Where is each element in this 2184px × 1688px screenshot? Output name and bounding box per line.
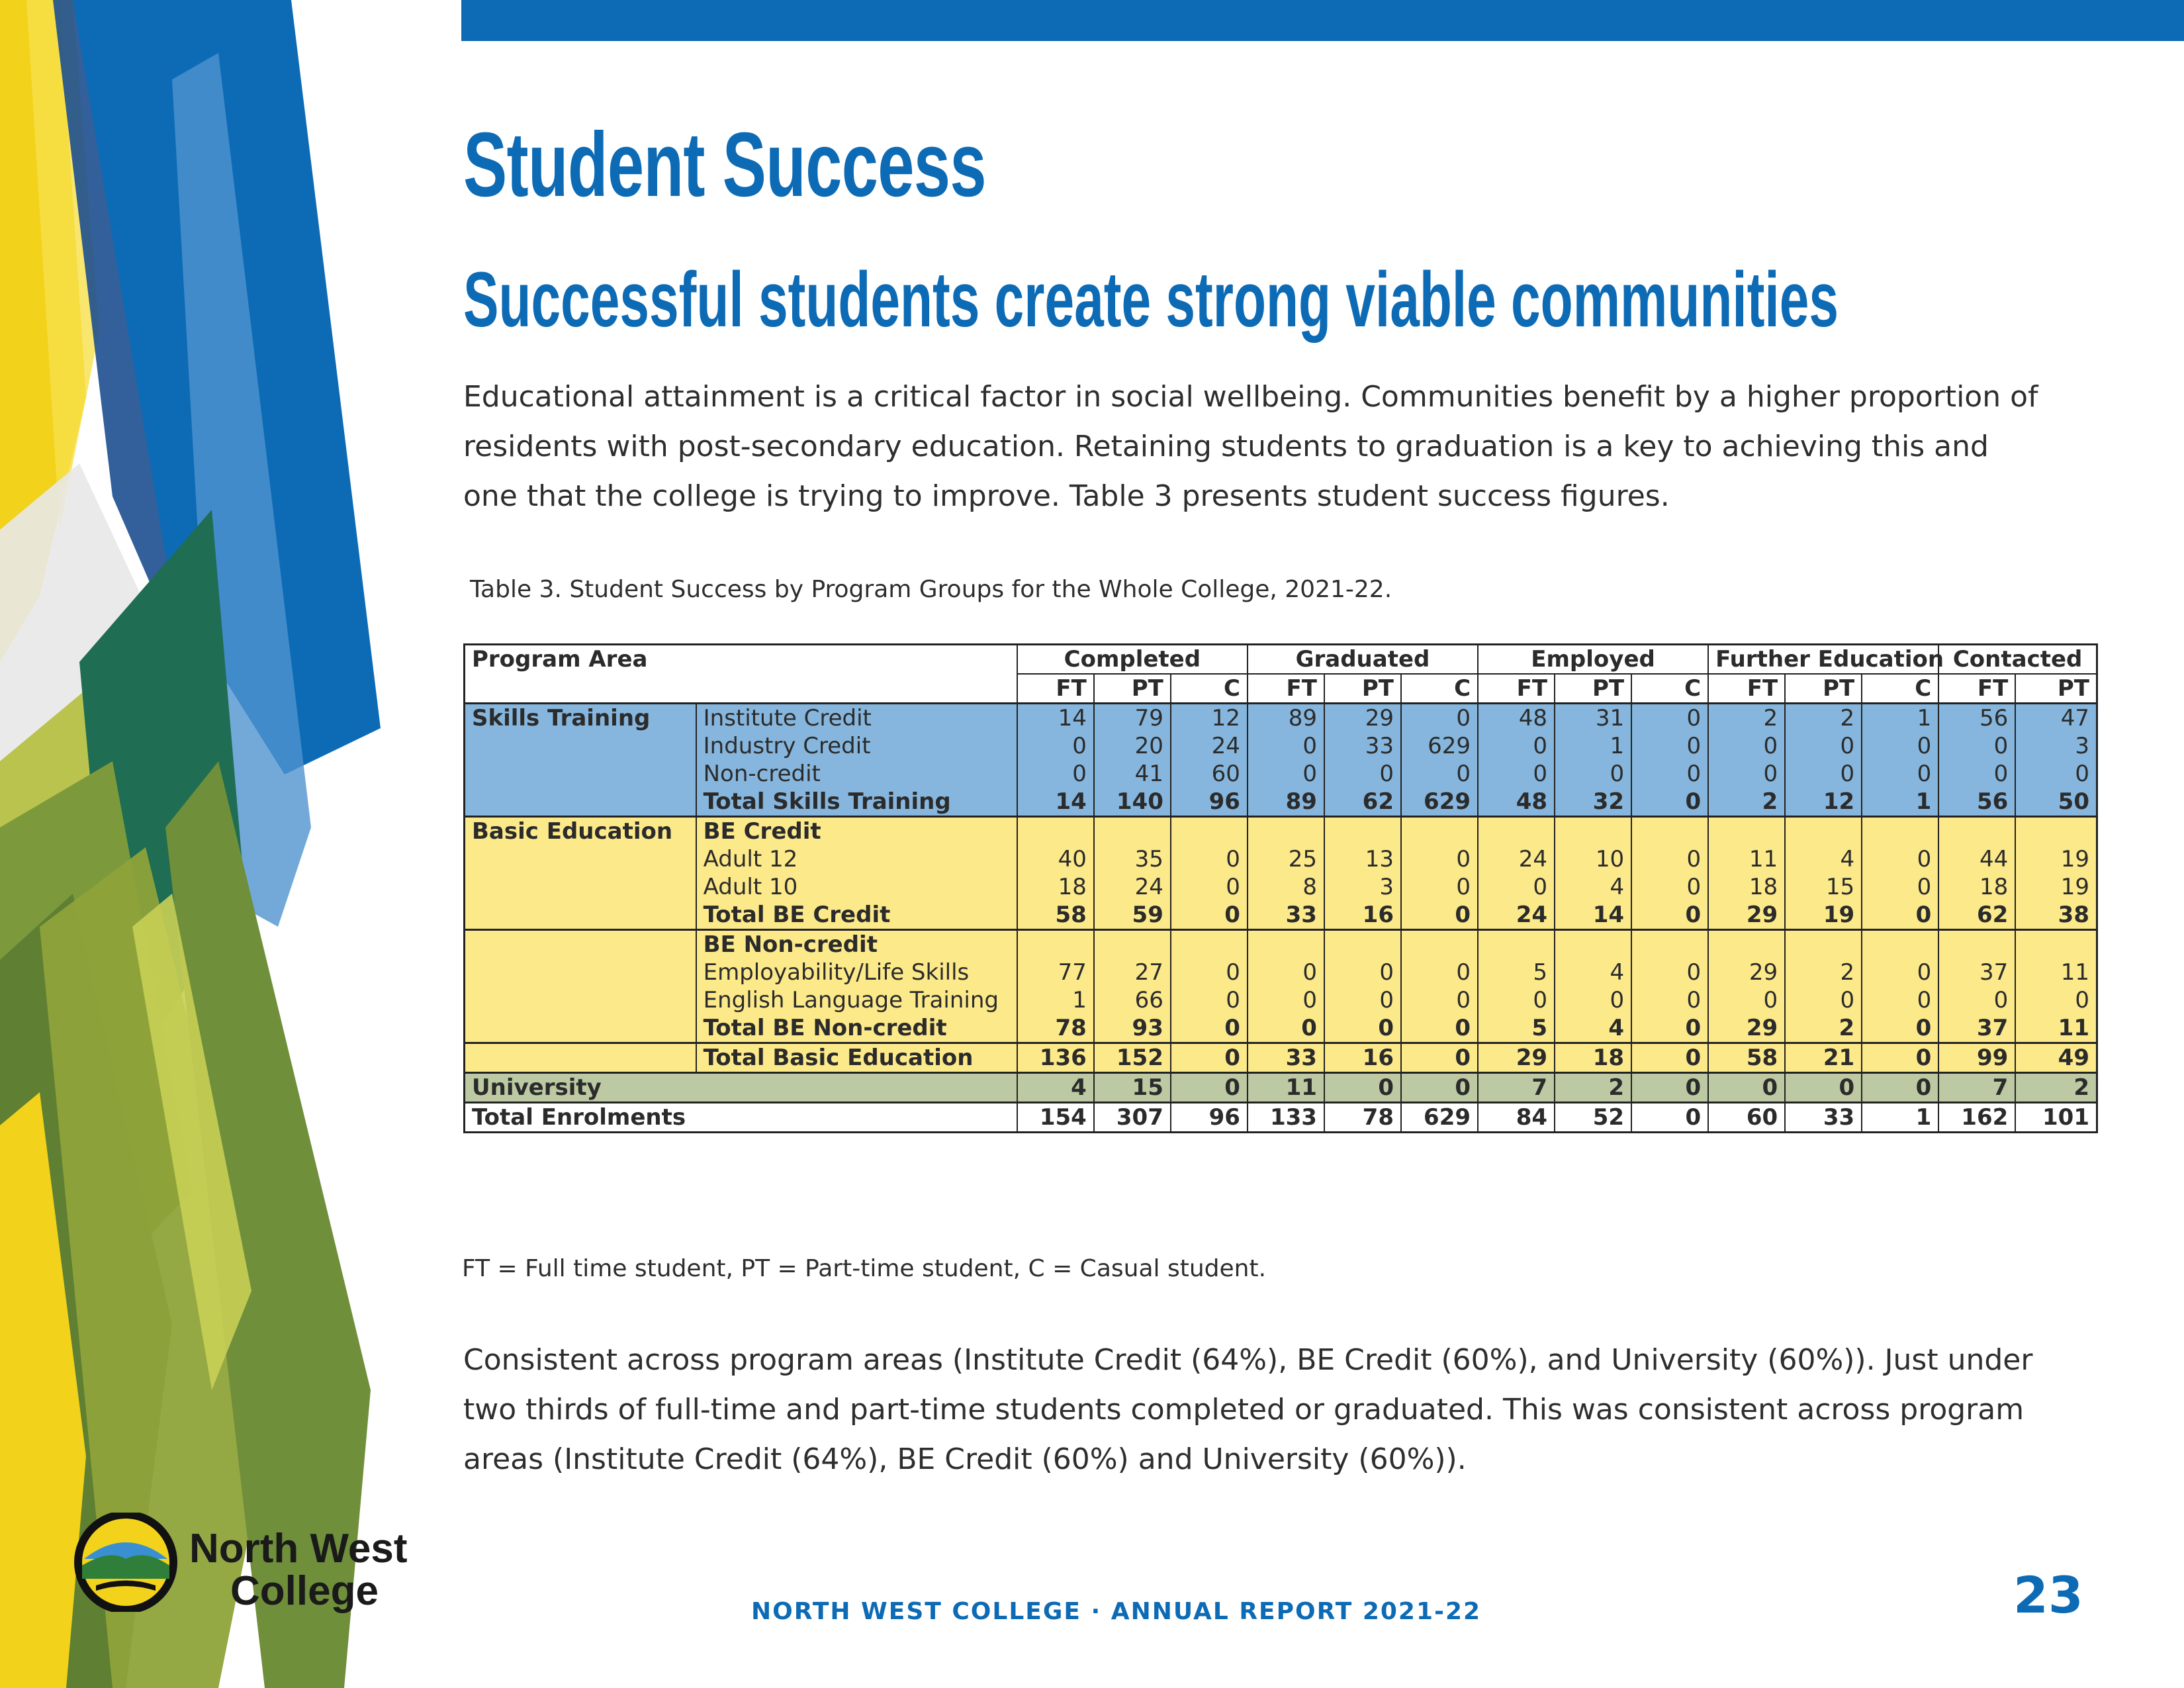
value-cell: 93: [1094, 1014, 1171, 1043]
value-cell: 56: [1938, 788, 2015, 817]
program-area-header: Program Area: [465, 645, 1017, 704]
value-cell: 1: [1862, 1103, 1938, 1133]
value-cell: 32: [1555, 788, 1631, 817]
value-cell: 4: [1555, 873, 1631, 901]
value-cell: 629: [1401, 788, 1478, 817]
subheader-cell: PT: [1555, 674, 1631, 704]
table-row: [465, 1014, 2097, 1043]
table-row: [465, 1103, 2097, 1133]
empty-cell: [1094, 930, 1171, 959]
value-cell: 0: [1324, 959, 1401, 986]
value-cell: 0: [1171, 845, 1248, 873]
subheader-cell: FT: [1938, 674, 2015, 704]
value-cell: 0: [1248, 760, 1324, 788]
empty-cell: [1862, 930, 1938, 959]
value-cell: 0: [1324, 1073, 1401, 1103]
empty-cell: [1401, 817, 1478, 846]
table-row: [465, 704, 2097, 733]
empty-cell: [1017, 817, 1094, 846]
footer-text: NORTH WEST COLLEGE · ANNUAL REPORT 2021-22: [751, 1598, 1482, 1625]
value-cell: 0: [1785, 986, 1862, 1014]
value-cell: 50: [2015, 788, 2097, 817]
value-cell: 0: [1631, 986, 1708, 1014]
value-cell: 19: [1785, 901, 1862, 930]
value-cell: 38: [2015, 901, 2097, 930]
value-cell: 96: [1171, 788, 1248, 817]
empty-cell: [1248, 930, 1324, 959]
subheader-cell: FT: [1478, 674, 1555, 704]
value-cell: 18: [1555, 1043, 1631, 1073]
empty-cell: [1631, 817, 1708, 846]
value-cell: 27: [1094, 959, 1171, 986]
row-label: English Language Training: [696, 986, 1017, 1014]
value-cell: 16: [1324, 901, 1401, 930]
table-row: [465, 732, 2097, 760]
page-number: 23: [2013, 1566, 2083, 1624]
subheader-cell: FT: [1708, 674, 1785, 704]
value-cell: 62: [1324, 788, 1401, 817]
value-cell: 0: [1248, 732, 1324, 760]
value-cell: 99: [1938, 1043, 2015, 1073]
value-cell: 0: [1631, 873, 1708, 901]
value-cell: 0: [1555, 760, 1631, 788]
value-cell: 84: [1478, 1103, 1555, 1133]
row-label: Total Enrolments: [465, 1103, 1017, 1133]
value-cell: 14: [1017, 788, 1094, 817]
value-cell: 29: [1708, 959, 1785, 986]
subheader-cell: PT: [1324, 674, 1401, 704]
table-row: [465, 760, 2097, 788]
row-group-label: [465, 1043, 696, 1073]
value-cell: 0: [1171, 1043, 1248, 1073]
value-cell: 79: [1094, 704, 1171, 733]
group-header: Further Education: [1708, 645, 1938, 675]
value-cell: 0: [1631, 1103, 1708, 1133]
subheader-cell: PT: [1785, 674, 1862, 704]
value-cell: 14: [1555, 901, 1631, 930]
value-cell: 1: [1017, 986, 1094, 1014]
row-label: Adult 10: [696, 873, 1017, 901]
value-cell: 0: [1631, 901, 1708, 930]
value-cell: 8: [1248, 873, 1324, 901]
value-cell: 0: [1862, 845, 1938, 873]
value-cell: 0: [1631, 1014, 1708, 1043]
value-cell: 24: [1478, 901, 1555, 930]
value-cell: 59: [1094, 901, 1171, 930]
value-cell: 11: [2015, 1014, 2097, 1043]
value-cell: 40: [1017, 845, 1094, 873]
value-cell: 58: [1708, 1043, 1785, 1073]
empty-cell: [1938, 930, 2015, 959]
empty-cell: [1401, 930, 1478, 959]
row-label: Non-credit: [696, 760, 1017, 788]
value-cell: 0: [1017, 760, 1094, 788]
value-cell: 0: [1401, 1073, 1478, 1103]
value-cell: 2: [1708, 788, 1785, 817]
empty-cell: [1324, 930, 1401, 959]
table-row: [465, 817, 2097, 846]
row-label: Total Skills Training: [696, 788, 1017, 817]
row-group-label: [465, 760, 696, 788]
value-cell: 0: [1631, 1073, 1708, 1103]
value-cell: 0: [1478, 873, 1555, 901]
value-cell: 5: [1478, 1014, 1555, 1043]
value-cell: 66: [1094, 986, 1171, 1014]
value-cell: 629: [1401, 1103, 1478, 1133]
value-cell: 0: [1862, 986, 1938, 1014]
value-cell: 24: [1478, 845, 1555, 873]
row-label: BE Non-credit: [696, 930, 1017, 959]
value-cell: 2: [2015, 1073, 2097, 1103]
row-label: Industry Credit: [696, 732, 1017, 760]
row-group-label: [465, 732, 696, 760]
empty-cell: [1171, 930, 1248, 959]
empty-cell: [1555, 817, 1631, 846]
value-cell: 0: [1171, 986, 1248, 1014]
table-row: [465, 901, 2097, 930]
value-cell: 60: [1708, 1103, 1785, 1133]
table-row: [465, 845, 2097, 873]
value-cell: 0: [1862, 901, 1938, 930]
value-cell: 33: [1785, 1103, 1862, 1133]
page-title: Student Success: [463, 114, 986, 216]
group-header: Employed: [1478, 645, 1708, 675]
value-cell: 0: [1478, 760, 1555, 788]
value-cell: 18: [1708, 873, 1785, 901]
value-cell: 0: [1478, 732, 1555, 760]
table-row: [465, 959, 2097, 986]
value-cell: 0: [1401, 704, 1478, 733]
student-success-table: [463, 643, 2098, 1133]
value-cell: 11: [1248, 1073, 1324, 1103]
value-cell: 48: [1478, 704, 1555, 733]
value-cell: 0: [1938, 732, 2015, 760]
value-cell: 37: [1938, 959, 2015, 986]
row-group-label: [465, 901, 696, 930]
value-cell: 0: [1862, 873, 1938, 901]
value-cell: 0: [1171, 1014, 1248, 1043]
empty-cell: [2015, 930, 2097, 959]
value-cell: 25: [1248, 845, 1324, 873]
value-cell: 0: [1171, 1073, 1248, 1103]
value-cell: 0: [1862, 1043, 1938, 1073]
value-cell: 0: [1324, 986, 1401, 1014]
value-cell: 2: [1785, 1014, 1862, 1043]
value-cell: 0: [1401, 1014, 1478, 1043]
empty-cell: [1708, 930, 1785, 959]
row-label: Institute Credit: [696, 704, 1017, 733]
row-group-label: [465, 1014, 696, 1043]
row-label: Total BE Credit: [696, 901, 1017, 930]
empty-cell: [1631, 930, 1708, 959]
value-cell: 33: [1248, 1043, 1324, 1073]
empty-cell: [1478, 817, 1555, 846]
table-row: [465, 1043, 2097, 1073]
value-cell: 0: [1401, 1043, 1478, 1073]
value-cell: 2: [1785, 959, 1862, 986]
page-subtitle: Successful students create strong viable communities: [463, 256, 1839, 344]
value-cell: 0: [1631, 1043, 1708, 1073]
value-cell: 0: [1631, 704, 1708, 733]
value-cell: 133: [1248, 1103, 1324, 1133]
value-cell: 12: [1171, 704, 1248, 733]
subheader-cell: C: [1401, 674, 1478, 704]
value-cell: 78: [1324, 1103, 1401, 1133]
value-cell: 62: [1938, 901, 2015, 930]
value-cell: 2: [1785, 704, 1862, 733]
value-cell: 0: [1862, 1014, 1938, 1043]
value-cell: 0: [1938, 986, 2015, 1014]
value-cell: 7: [1938, 1073, 2015, 1103]
value-cell: 0: [1862, 732, 1938, 760]
table-header-row: [465, 645, 2097, 675]
value-cell: 0: [1401, 873, 1478, 901]
logo-line-2: College: [230, 1568, 379, 1614]
value-cell: 0: [1862, 760, 1938, 788]
logo-line-1: North West: [189, 1526, 408, 1571]
empty-cell: [1324, 817, 1401, 846]
value-cell: 0: [1631, 732, 1708, 760]
empty-cell: [1171, 817, 1248, 846]
table-caption: Table 3. Student Success by Program Groups for the Whole College, 2021-22.: [470, 576, 1392, 603]
value-cell: 0: [1631, 788, 1708, 817]
value-cell: 0: [1248, 986, 1324, 1014]
value-cell: 16: [1324, 1043, 1401, 1073]
value-cell: 21: [1785, 1043, 1862, 1073]
table-row: [465, 986, 2097, 1014]
value-cell: 0: [1171, 959, 1248, 986]
value-cell: 29: [1708, 1014, 1785, 1043]
value-cell: 77: [1017, 959, 1094, 986]
top-accent-bar: [461, 0, 2184, 41]
value-cell: 29: [1708, 901, 1785, 930]
value-cell: 37: [1938, 1014, 2015, 1043]
value-cell: 0: [2015, 760, 2097, 788]
value-cell: 2: [1708, 704, 1785, 733]
value-cell: 60: [1171, 760, 1248, 788]
value-cell: 20: [1094, 732, 1171, 760]
row-label: Total Basic Education: [696, 1043, 1017, 1073]
table-row: [465, 873, 2097, 901]
value-cell: 44: [1938, 845, 2015, 873]
value-cell: 18: [1017, 873, 1094, 901]
table-row: [465, 788, 2097, 817]
value-cell: 48: [1478, 788, 1555, 817]
college-logo-text: [189, 1528, 408, 1613]
row-group-label: Skills Training: [465, 704, 696, 733]
empty-cell: [1478, 930, 1555, 959]
value-cell: 11: [2015, 959, 2097, 986]
row-group-label: [465, 986, 696, 1014]
subheader-cell: PT: [2015, 674, 2097, 704]
value-cell: 56: [1938, 704, 2015, 733]
value-cell: 136: [1017, 1043, 1094, 1073]
value-cell: 4: [1785, 845, 1862, 873]
value-cell: 0: [1631, 845, 1708, 873]
value-cell: 12: [1785, 788, 1862, 817]
row-group-label: [465, 845, 696, 873]
value-cell: 629: [1401, 732, 1478, 760]
value-cell: 0: [1017, 732, 1094, 760]
value-cell: 0: [1631, 760, 1708, 788]
value-cell: 7: [1478, 1073, 1555, 1103]
value-cell: 58: [1017, 901, 1094, 930]
value-cell: 0: [1708, 732, 1785, 760]
group-header: Contacted: [1938, 645, 2097, 675]
value-cell: 31: [1555, 704, 1631, 733]
value-cell: 0: [1248, 959, 1324, 986]
value-cell: 0: [1862, 959, 1938, 986]
value-cell: 0: [1401, 845, 1478, 873]
value-cell: 18: [1938, 873, 2015, 901]
value-cell: 15: [1094, 1073, 1171, 1103]
table-row: [465, 930, 2097, 959]
empty-cell: [1094, 817, 1171, 846]
value-cell: 0: [1938, 760, 2015, 788]
value-cell: 24: [1094, 873, 1171, 901]
empty-cell: [1248, 817, 1324, 846]
value-cell: 0: [1324, 1014, 1401, 1043]
row-label: University: [465, 1073, 1017, 1103]
value-cell: 0: [1171, 901, 1248, 930]
value-cell: 15: [1785, 873, 1862, 901]
decorative-side-banner: [0, 0, 397, 1688]
value-cell: 11: [1708, 845, 1785, 873]
value-cell: 0: [1785, 1073, 1862, 1103]
value-cell: 3: [1324, 873, 1401, 901]
value-cell: 10: [1555, 845, 1631, 873]
row-group-label: [465, 959, 696, 986]
value-cell: 0: [1248, 1014, 1324, 1043]
value-cell: 140: [1094, 788, 1171, 817]
value-cell: 41: [1094, 760, 1171, 788]
value-cell: 19: [2015, 845, 2097, 873]
value-cell: 47: [2015, 704, 2097, 733]
row-group-label: [465, 788, 696, 817]
value-cell: 19: [2015, 873, 2097, 901]
row-group-label: Basic Education: [465, 817, 696, 846]
empty-cell: [2015, 817, 2097, 846]
group-header: Graduated: [1248, 645, 1478, 675]
subheader-cell: C: [1631, 674, 1708, 704]
value-cell: 0: [1401, 986, 1478, 1014]
empty-cell: [1938, 817, 2015, 846]
value-cell: 2: [1555, 1073, 1631, 1103]
row-label: Total BE Non-credit: [696, 1014, 1017, 1043]
subheader-cell: PT: [1094, 674, 1171, 704]
value-cell: 4: [1555, 959, 1631, 986]
row-group-label: [465, 873, 696, 901]
value-cell: 33: [1248, 901, 1324, 930]
value-cell: 0: [1324, 760, 1401, 788]
value-cell: 1: [1862, 704, 1938, 733]
subheader-cell: FT: [1017, 674, 1094, 704]
value-cell: 0: [1708, 1073, 1785, 1103]
value-cell: 0: [1708, 760, 1785, 788]
value-cell: 0: [1401, 901, 1478, 930]
value-cell: 96: [1171, 1103, 1248, 1133]
empty-cell: [1785, 930, 1862, 959]
value-cell: 4: [1017, 1073, 1094, 1103]
value-cell: 154: [1017, 1103, 1094, 1133]
value-cell: 152: [1094, 1043, 1171, 1073]
value-cell: 33: [1324, 732, 1401, 760]
table-row: [465, 1073, 2097, 1103]
value-cell: 0: [1631, 959, 1708, 986]
empty-cell: [1785, 817, 1862, 846]
value-cell: 29: [1324, 704, 1401, 733]
subheader-cell: C: [1171, 674, 1248, 704]
value-cell: 101: [2015, 1103, 2097, 1133]
value-cell: 5: [1478, 959, 1555, 986]
value-cell: 13: [1324, 845, 1401, 873]
value-cell: 78: [1017, 1014, 1094, 1043]
value-cell: 14: [1017, 704, 1094, 733]
value-cell: 0: [1555, 986, 1631, 1014]
value-cell: 0: [1171, 873, 1248, 901]
empty-cell: [1862, 817, 1938, 846]
value-cell: 162: [1938, 1103, 2015, 1133]
value-cell: 4: [1555, 1014, 1631, 1043]
value-cell: 0: [1708, 986, 1785, 1014]
value-cell: 0: [1785, 732, 1862, 760]
value-cell: 0: [1401, 959, 1478, 986]
empty-cell: [1555, 930, 1631, 959]
value-cell: 307: [1094, 1103, 1171, 1133]
value-cell: 0: [1785, 760, 1862, 788]
table-footnote: FT = Full time student, PT = Part-time student, C = Casual student.: [462, 1255, 1267, 1282]
empty-cell: [1708, 817, 1785, 846]
value-cell: 49: [2015, 1043, 2097, 1073]
group-header: Completed: [1017, 645, 1248, 675]
row-label: Adult 12: [696, 845, 1017, 873]
value-cell: 1: [1555, 732, 1631, 760]
value-cell: 1: [1862, 788, 1938, 817]
row-label: Employability/Life Skills: [696, 959, 1017, 986]
conclusion-paragraph: Consistent across program areas (Institute Credit (64%), BE Credit (60%), and University (60%)). Just under two thirds of full-time and part-time students completed or graduated. This was consistent across program areas (Institute Credit (64%), BE Credit (60%) and University (60%)).: [463, 1343, 2033, 1476]
value-cell: 0: [1862, 1073, 1938, 1103]
subheader-cell: C: [1862, 674, 1938, 704]
subheader-cell: FT: [1248, 674, 1324, 704]
value-cell: 52: [1555, 1103, 1631, 1133]
empty-cell: [1017, 930, 1094, 959]
value-cell: 89: [1248, 788, 1324, 817]
value-cell: 24: [1171, 732, 1248, 760]
value-cell: 0: [1478, 986, 1555, 1014]
intro-paragraph: Educational attainment is a critical factor in social wellbeing. Communities benefit by a higher proportion of residents with post-secondary education. Retaining students to graduation is a key to achieving this and one that the college is trying to improve. Table 3 presents student success figures.: [463, 380, 2038, 513]
value-cell: 3: [2015, 732, 2097, 760]
value-cell: 29: [1478, 1043, 1555, 1073]
value-cell: 89: [1248, 704, 1324, 733]
value-cell: 0: [2015, 986, 2097, 1014]
row-label: BE Credit: [696, 817, 1017, 846]
value-cell: 0: [1401, 760, 1478, 788]
value-cell: 35: [1094, 845, 1171, 873]
row-group-label: [465, 930, 696, 959]
